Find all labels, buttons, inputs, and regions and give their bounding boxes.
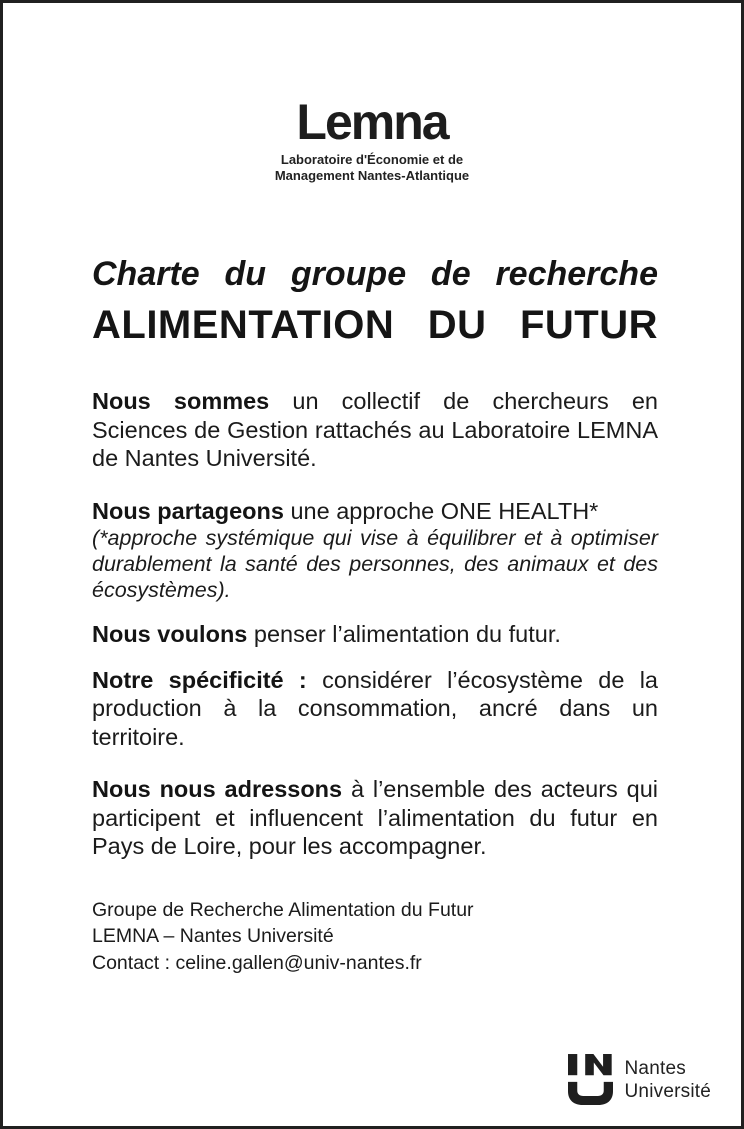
- paragraph-text: considérer l’écosystème de la production à la consommation, ancré dans un territoire.: [92, 666, 658, 750]
- contact-block: [92, 897, 658, 977]
- paragraph-notre-specificite: [92, 666, 658, 752]
- contact-group-name: Groupe de Recherche Alimentation du Futur: [92, 898, 474, 921]
- paragraph-text: un collectif de chercheurs en Sciences de Gestion rattachés au Laboratoire LEMNA de Nantes Université.: [92, 388, 658, 471]
- paragraph-text: penser l’alimentation du futur.: [247, 621, 561, 647]
- paragraph-nous-partageons: [92, 497, 658, 604]
- one-health-footnote: (*approche systémique qui vise à équilibrer et à optimiser durablement la santé des personnes, des animaux et des écosystèmes).: [92, 526, 658, 602]
- paragraph-lead: Notre spécificité :: [92, 666, 307, 693]
- nantes-universite-wordmark: [625, 1058, 711, 1103]
- nantes-universite-mark-icon: [568, 1054, 613, 1107]
- title-alimentation-du-futur: ALIMENTATION DU FUTUR: [92, 303, 658, 347]
- contact-lab-name: LEMNA – Nantes Université: [92, 925, 334, 947]
- nantes-wordmark-line1: Nantes: [624, 1058, 686, 1079]
- charter-content: [92, 254, 658, 976]
- paragraph-text: une approche ONE HEALTH*: [283, 497, 599, 524]
- contact-email-line: Contact : celine.gallen@univ-nantes.fr: [92, 951, 422, 974]
- nantes-wordmark-line2: Université: [624, 1080, 711, 1102]
- lemna-subtitle-line2: Management Nantes-Atlantique: [274, 168, 470, 183]
- lemna-logo-subtitle: [3, 152, 741, 184]
- lemna-subtitle-line1: Laboratoire d'Économie et de: [280, 152, 464, 167]
- paragraph-lead: Nous nous adressons: [92, 776, 343, 802]
- title-charte-line: Charte du groupe de recherche: [92, 255, 658, 293]
- lemna-logo: [3, 3, 741, 184]
- paragraph-text: à l’ensemble des acteurs qui participent et influencent l’alimentation du futur en Pays de Loire, pour les accompagner.: [92, 776, 658, 859]
- nantes-universite-logo: [568, 1054, 711, 1107]
- lemna-wordmark: Lemna: [296, 94, 448, 150]
- paragraph-lead: Nous voulons: [92, 621, 248, 647]
- paragraph-nous-voulons: [92, 620, 658, 649]
- page-title: [92, 254, 658, 347]
- paragraph-lead: Nous sommes: [92, 388, 270, 414]
- paragraph-nous-nous-adressons: [92, 775, 658, 861]
- paragraph-lead: Nous partageons: [92, 497, 284, 524]
- paragraph-nous-sommes: [92, 387, 658, 473]
